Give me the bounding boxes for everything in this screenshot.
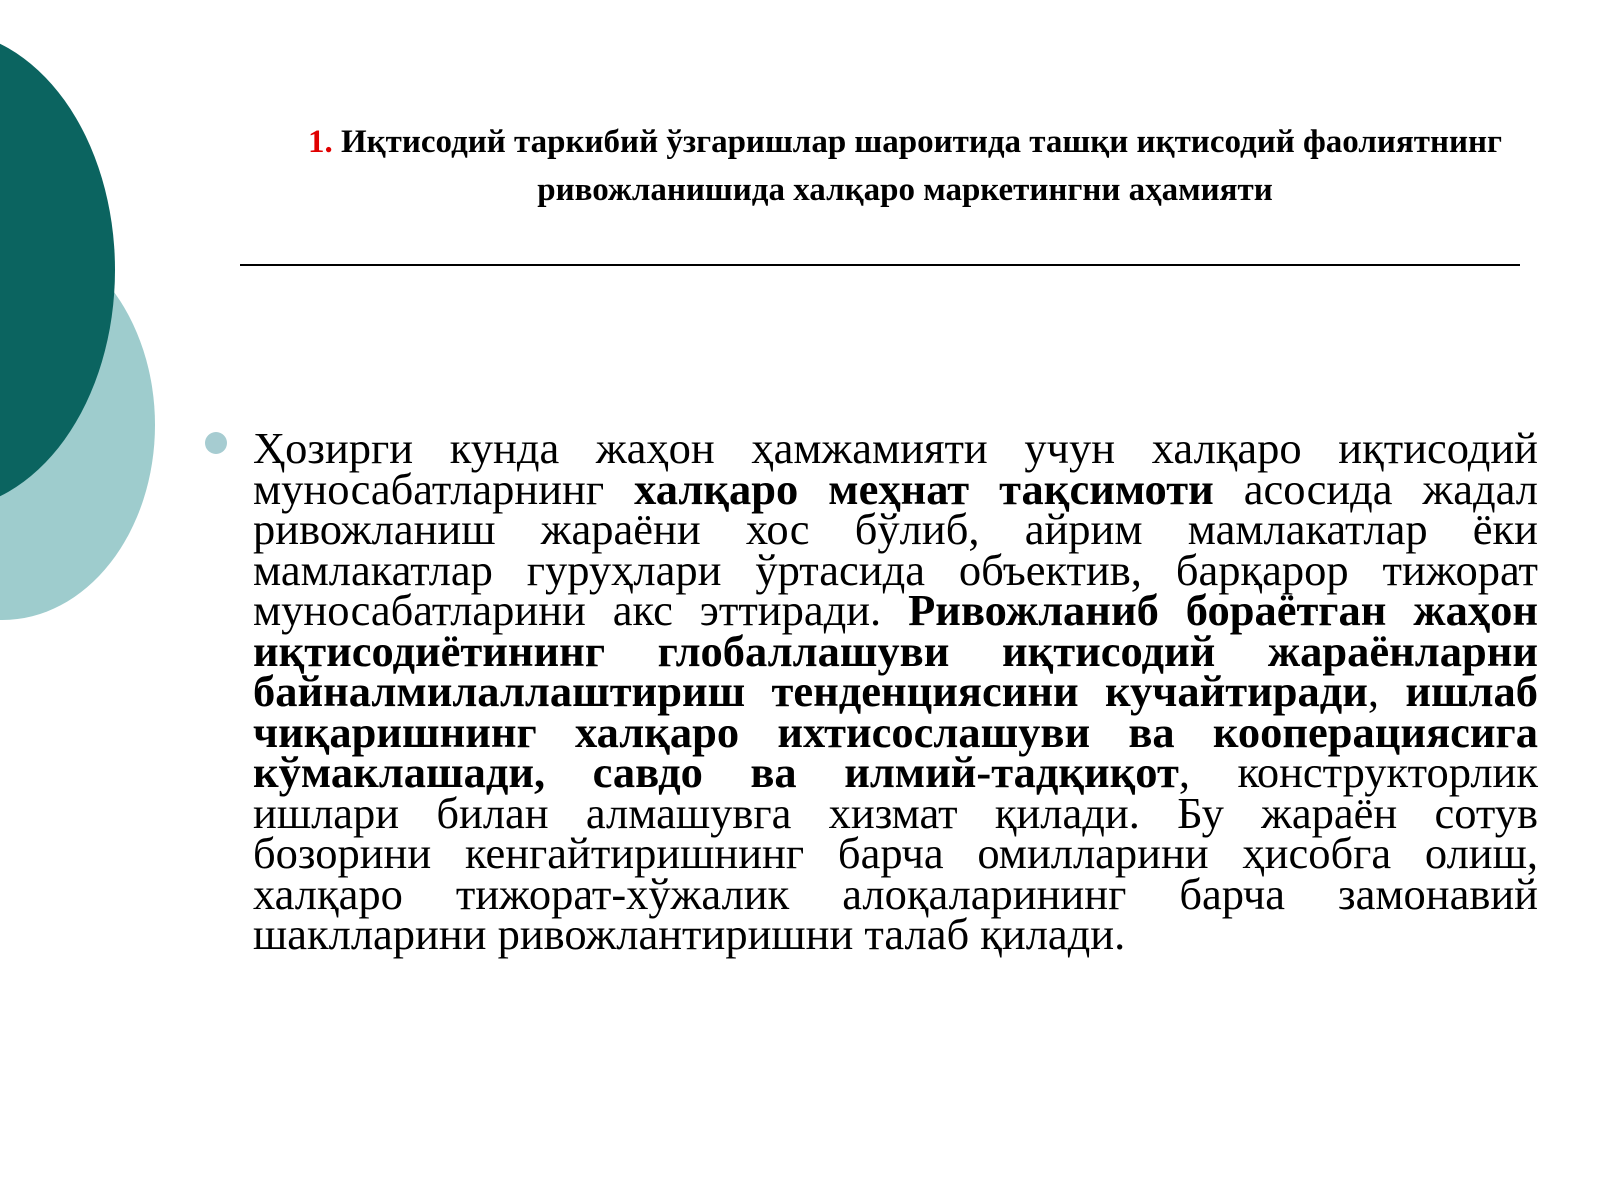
body-emphasis: халқаро меҳнат тақсимоти	[634, 463, 1214, 514]
title-text: Иқтисодий таркибий ўзгаришлар шароитида ташқи иқтисодий фаолиятнинг ривожланишида халқаро маркетингни аҳамияти	[332, 124, 1502, 208]
body-emphasis: Ривожланиб бораётган жаҳон иқтисодиётининг глобаллашуви иқтисодий жараёнларни байналмилаллаштириш тенденциясини кучайтиради	[253, 585, 1539, 716]
body-segment: , конструкторлик ишлари билан алмашувга хизмат қилади. Бу жараён сотув бозорини кенгайтиришнинг барча омилларини ҳисобга олиш, халқаро тижорат-хўжалик алоқаларининг барча замонавий шаклларини ривожлантиришни талаб қилади.	[253, 747, 1538, 959]
body-segment: Ҳозирги кунда жаҳон ҳамжамияти учун халқаро иқтисодий муносабатларнинг	[253, 423, 1538, 514]
title-number: 1.	[307, 124, 333, 160]
body-paragraph	[253, 423, 1539, 959]
body-segment: асосида жадал ривожланиш жараёни хос бўлиб, айрим мамлакатлар ёки мамлакатлар гуруҳлари ўртасида объектив, барқарор тижорат муносабатларини акс эттиради.	[253, 463, 1538, 635]
body-segment: ,	[1367, 666, 1406, 716]
bullet-icon	[205, 432, 227, 454]
slide-title	[300, 118, 1510, 214]
body-emphasis: ишлаб чиқаришнинг халқаро ихтисослашуви ва кооперациясига кўмаклашади, савдо ва илмий-тадқиқот	[253, 666, 1538, 797]
title-divider	[240, 264, 1520, 266]
